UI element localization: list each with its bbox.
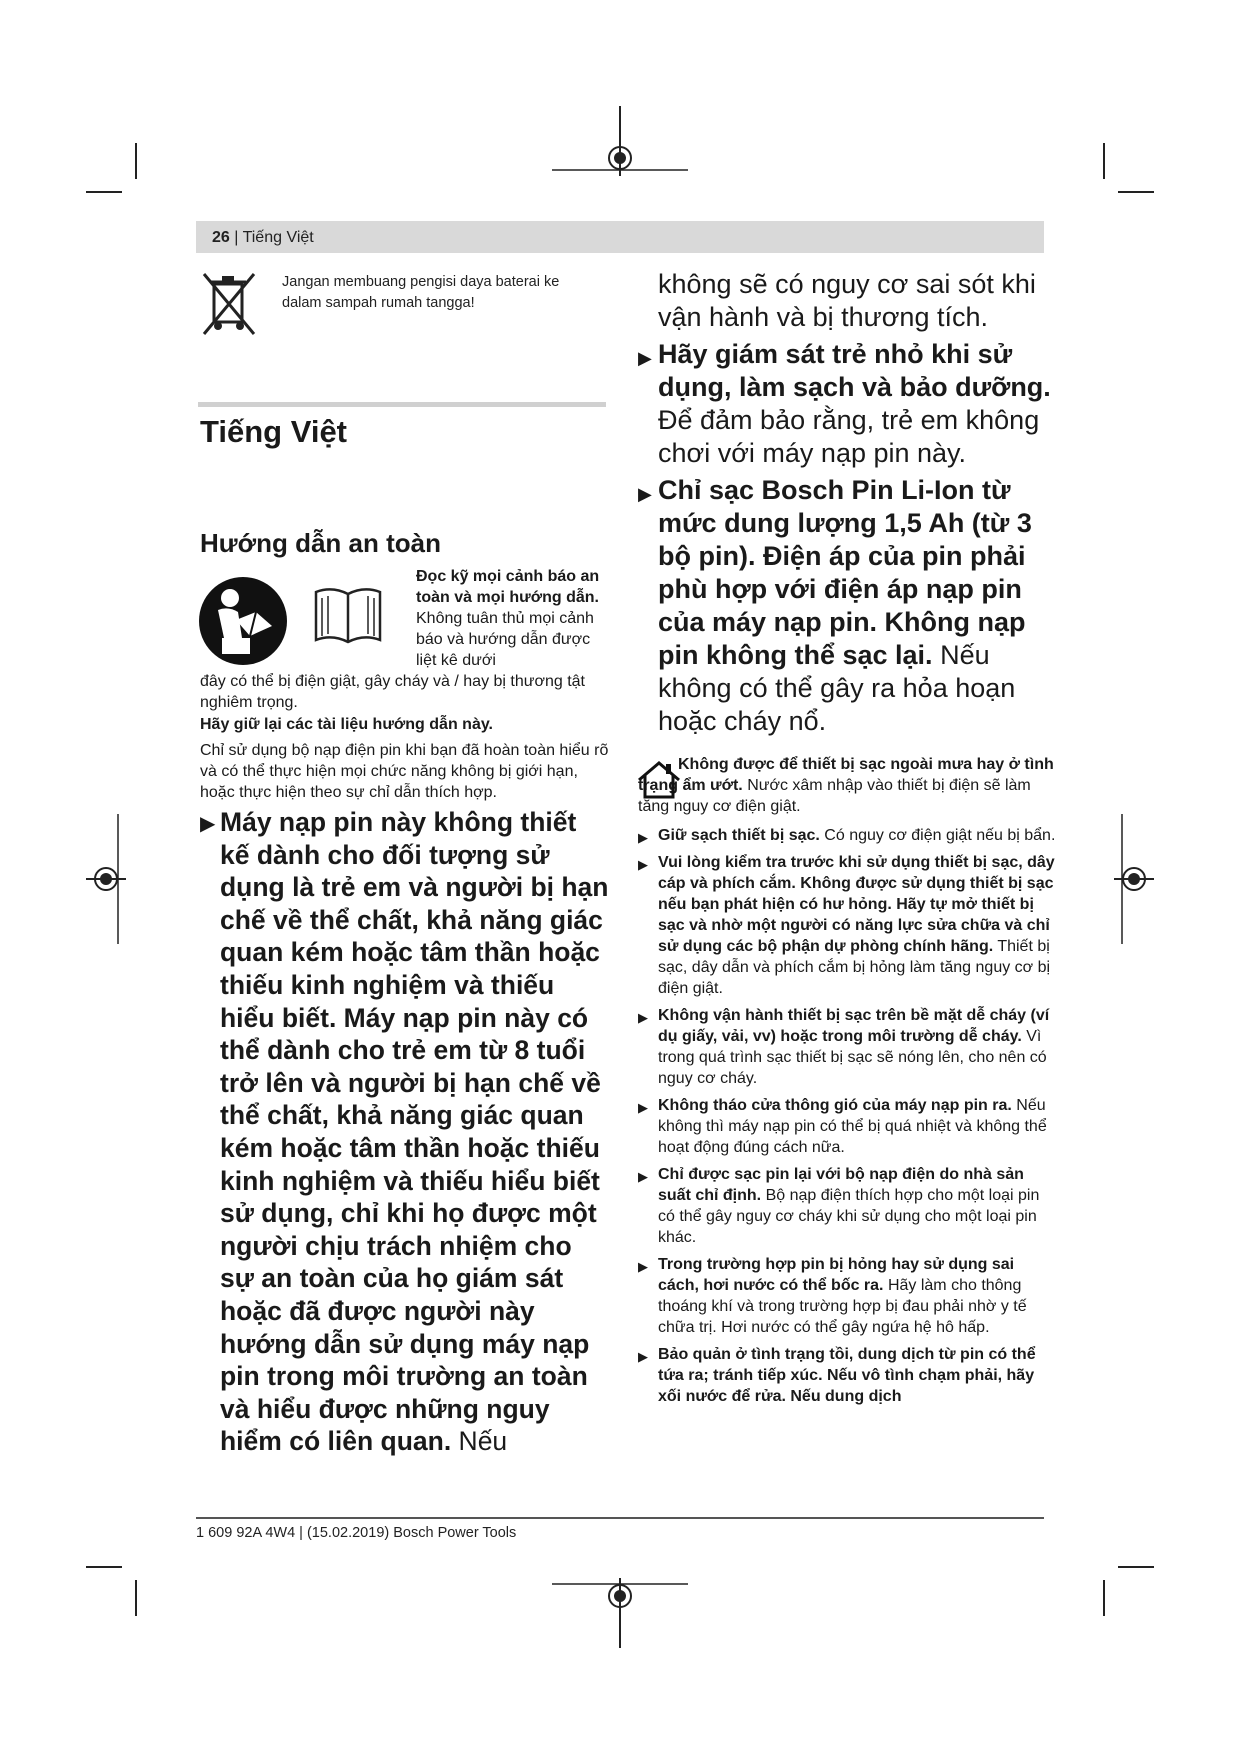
read-warning-continued: đây có thể bị điện giật, gây cháy và / hay bị thương tật nghiêm trọng. [200, 673, 585, 711]
list-item-bold: Không vận hành thiết bị sạc trên bề mặt dễ cháy (ví dụ giấy, vải, vv) hoặc trong môi trường dễ cháy. [658, 1007, 1050, 1045]
registration-mark-right [1114, 814, 1154, 944]
crop-mark [135, 1580, 137, 1616]
list-item-charge-only [638, 474, 1058, 738]
read-warning-bold: Đọc kỹ mọi cảnh báo an toàn và mọi hướng dẫn. [416, 568, 600, 606]
read-manual-icon [198, 576, 288, 666]
only-use-paragraph: Chỉ sử dụng bộ nạp điện pin khi bạn đã hoàn toàn hiểu rõ và có thể thực hiện mọi chức năng không bị giới hạn, hoặc thực hiện theo sự chỉ dẫn thích hợp. [200, 742, 609, 801]
crop-mark [1118, 191, 1154, 193]
page-header [212, 229, 314, 247]
list-item [638, 1095, 1058, 1158]
bullet-arrow-icon: ▶ [638, 484, 652, 504]
book-icon [312, 584, 384, 646]
bullet-arrow-icon: ▶ [638, 1100, 648, 1115]
bullet-arrow-icon: ▶ [638, 348, 652, 368]
bullet-arrow-icon: ▶ [200, 813, 216, 835]
list-item-supervise [638, 338, 1058, 470]
bullet-arrow-icon: ▶ [638, 1349, 648, 1364]
crop-mark [1103, 143, 1105, 179]
list-item-bold: Vui lòng kiểm tra trước khi sử dụng thiết bị sạc, dây cáp và phích cắm. Không được sử dụng thiết bị sạc nếu bạn phát hiện có hư hỏng. Hãy tự mở thiết bị sạc và nhờ một người có năng lực sửa chữa và chỉ sử dụng các bộ phận dự phòng chính hãng. [658, 854, 1055, 955]
section-divider [198, 402, 606, 407]
list-item-normal: Thiết bị sạc, dây dẫn và phích cắm bị hỏng làm tăng nguy cơ bị điện giật. [658, 938, 1051, 997]
list-item [638, 825, 1058, 846]
crop-mark [135, 143, 137, 179]
rain-warning [638, 754, 1058, 817]
list-item [638, 1254, 1058, 1338]
registration-mark-top [552, 106, 688, 176]
list-item [638, 1164, 1058, 1248]
keep-instructions: Hãy giữ lại các tài liệu hướng dẫn này. [200, 716, 493, 733]
list-item-bold: Giữ sạch thiết bị sạc. [658, 827, 820, 844]
crop-mark [86, 191, 122, 193]
right-column [638, 268, 1058, 1413]
bullet-arrow-icon: ▶ [638, 1010, 648, 1025]
rain-warning-bold: Không được để thiết bị sạc ngoài mưa hay ở tình trạng ẩm ướt. [638, 756, 1054, 794]
list-item-bold: Chỉ sạc Bosch Pin Li-Ion từ mức dung lượng 1,5 Ah (từ 3 bộ pin). Điện áp của pin phải phù hợp với điện áp nạp pin của máy nạp pin. Không nạp pin không thể sạc lại. [658, 475, 1032, 670]
read-warning [416, 566, 612, 671]
section-title: Tiếng Việt [200, 414, 348, 449]
list-item-normal: Bộ nạp điện thích hợp cho một loại pin có thể gây nguy cơ cháy khi sử dụng cho một loại pin khác. [658, 1187, 1040, 1246]
read-warning-normal: Không tuân thủ mọi cảnh báo và hướng dẫn được liệt kê dưới [416, 610, 594, 669]
indoor-use-house-icon [636, 760, 682, 800]
crop-mark [1118, 1566, 1154, 1568]
list-item-normal: Có nguy cơ điện giật nếu bị bẩn. [819, 827, 1056, 844]
page-footer: 1 609 92A 4W4 | (15.02.2019) Bosch Power Tools [196, 1525, 517, 1541]
list-item-normal: Nếu [451, 1426, 508, 1457]
list-item [638, 852, 1058, 999]
safety-list [638, 825, 1058, 1407]
header-language: Tiếng Việt [242, 229, 314, 246]
list-item-normal: Hãy làm cho thông thoáng khí và trong trường hợp bị đau phải nhờ y tế chữa trị. Hơi nước có thể gây ngứa hệ hô hấp. [658, 1277, 1027, 1336]
header-separator: | [229, 229, 243, 246]
list-item-normal: Nếu không có thể gây ra hỏa hoạn hoặc cháy nổ. [658, 640, 1016, 736]
crossed-bin-icon [200, 272, 258, 336]
bullet-arrow-icon: ▶ [638, 857, 648, 872]
weee-note: Jangan membuang pengisi daya baterai ke dalam sampah rumah tangga! [282, 274, 560, 311]
page-number: 26 [212, 229, 230, 246]
bullet-arrow-icon: ▶ [638, 1169, 648, 1184]
crop-mark [86, 1566, 122, 1568]
list-item-bold: Trong trường hợp pin bị hỏng hay sử dụng sai cách, hơi nước có thể bốc ra. [658, 1256, 1015, 1294]
list-item-normal: Vì trong quá trình sạc thiết bị sạc sẽ nóng lên, cho nên có nguy cơ cháy. [658, 1028, 1047, 1087]
registration-mark-left [86, 814, 126, 944]
bullet-arrow-icon: ▶ [638, 1259, 648, 1274]
list-item-bold: Bảo quản ở tình trạng tồi, dung dịch từ pin có thể tứa ra; tránh tiếp xúc. Nếu vô tình chạm phải, hãy xối nước để rửa. Nếu dung dịch [658, 1346, 1036, 1405]
list-item-normal: Để đảm bảo rằng, trẻ em không chơi với máy nạp pin này. [658, 405, 1040, 468]
list-item [638, 1005, 1058, 1089]
crop-mark [1103, 1580, 1105, 1616]
registration-mark-bottom [552, 1578, 688, 1648]
subsection-title: Hướng dẫn an toàn [200, 528, 441, 558]
list-item-bold: Chỉ được sạc pin lại với bộ nạp điện do nhà sản suất chỉ định. [658, 1166, 1024, 1204]
list-item-children [200, 806, 610, 1458]
right-continuation: không sẽ có nguy cơ sai sót khi vận hành và bị thương tích. [658, 269, 1036, 332]
rain-warning-normal: Nước xâm nhập vào thiết bị điện sẽ làm tăng nguy cơ điện giật. [638, 777, 1031, 815]
list-item [638, 1344, 1058, 1407]
list-item-bold: Hãy giám sát trẻ nhỏ khi sử dụng, làm sạch và bảo dưỡng. [658, 339, 1051, 402]
list-item-bold: Không tháo cửa thông gió của máy nạp pin ra. [658, 1097, 1012, 1114]
list-item-normal: Nếu không thì máy nạp pin có thể bị quá nhiệt và không thể hoạt động đúng cách nữa. [658, 1097, 1047, 1156]
page-header-bar [196, 221, 1044, 253]
list-item-bold: Máy nạp pin này không thiết kế dành cho đối tượng sử dụng là trẻ em và người bị hạn chế về thể chất, khả năng giác quan kém hoặc tâm thần hoặc thiếu kinh nghiệm và thiếu hiểu biết. Máy nạp pin này có thể dành cho trẻ em từ 8 tuổi trở lên và người bị hạn chế về thể chất, khả năng giác quan kém hoặc tâm thần hoặc thiếu kinh nghiệm và thiếu hiểu biết sử dụng, chỉ khi họ được một người chịu trách nhiệm cho sự an toàn của họ giám sát hoặc đã được người này hướng dẫn sử dụng máy nạp pin trong môi trường an toàn và hiểu được những nguy hiểm có liên quan. [220, 807, 609, 1457]
footer-divider [196, 1517, 1044, 1519]
bullet-arrow-icon: ▶ [638, 830, 648, 845]
